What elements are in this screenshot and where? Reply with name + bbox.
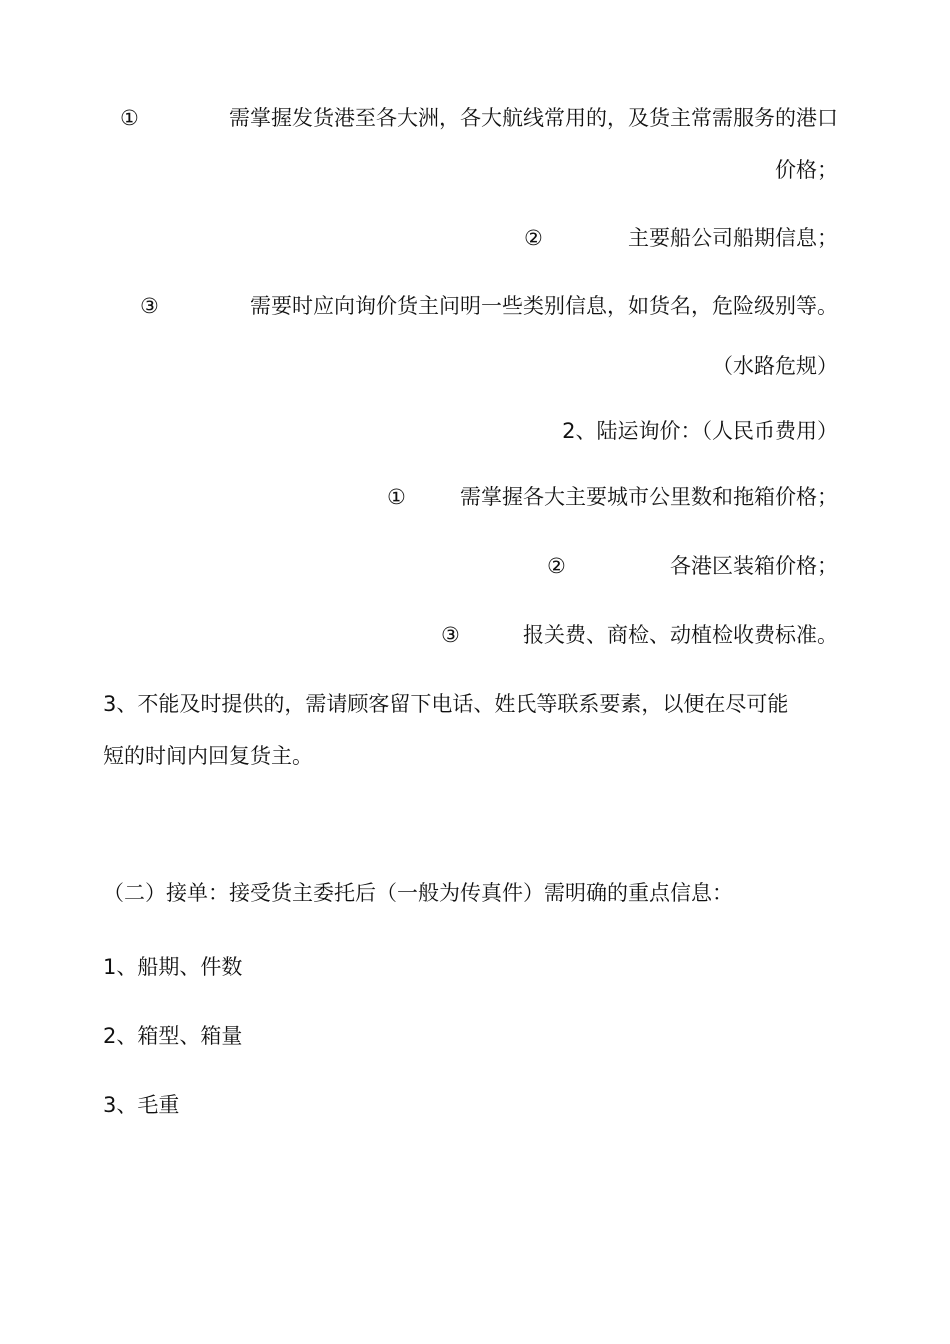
list-marker: ② — [547, 554, 566, 578]
land-item-2-text: 各港区装箱价格； — [670, 554, 838, 578]
list-marker: ③ — [140, 294, 159, 318]
sea-item-3-continuation: （水路危规） — [712, 354, 838, 378]
list-item: 1、船期、件数 — [103, 955, 243, 979]
paragraph-line: 短的时间内回复货主。 — [103, 744, 313, 768]
paragraph-line: 3、不能及时提供的，需请顾客留下电话、姓氏等联系要素，以便在尽可能 — [103, 692, 789, 716]
land-inquiry-heading: 2、陆运询价：（人民币费用） — [562, 419, 838, 443]
sea-item-1-text: 需掌握发货港至各大洲，各大航线常用的，及货主常需服务的港口 — [229, 106, 838, 130]
list-marker: ① — [387, 485, 406, 509]
list-marker: ② — [524, 226, 543, 250]
list-item: 3、毛重 — [103, 1093, 180, 1117]
section-heading: （二）接单：接受货主委托后（一般为传真件）需明确的重点信息： — [103, 881, 733, 905]
list-item: 2、箱型、箱量 — [103, 1024, 243, 1048]
sea-item-2-text: 主要船公司船期信息； — [628, 226, 838, 250]
sea-item-1-continuation: 价格； — [775, 158, 838, 182]
list-marker: ③ — [441, 623, 460, 647]
land-item-1-text: 需掌握各大主要城市公里数和拖箱价格； — [460, 485, 838, 509]
land-item-3-text: 报关费、商检、动植检收费标准。 — [523, 623, 838, 647]
list-marker: ① — [120, 106, 139, 130]
sea-item-3-text: 需要时应向询价货主问明一些类别信息，如货名，危险级别等。 — [250, 294, 838, 318]
